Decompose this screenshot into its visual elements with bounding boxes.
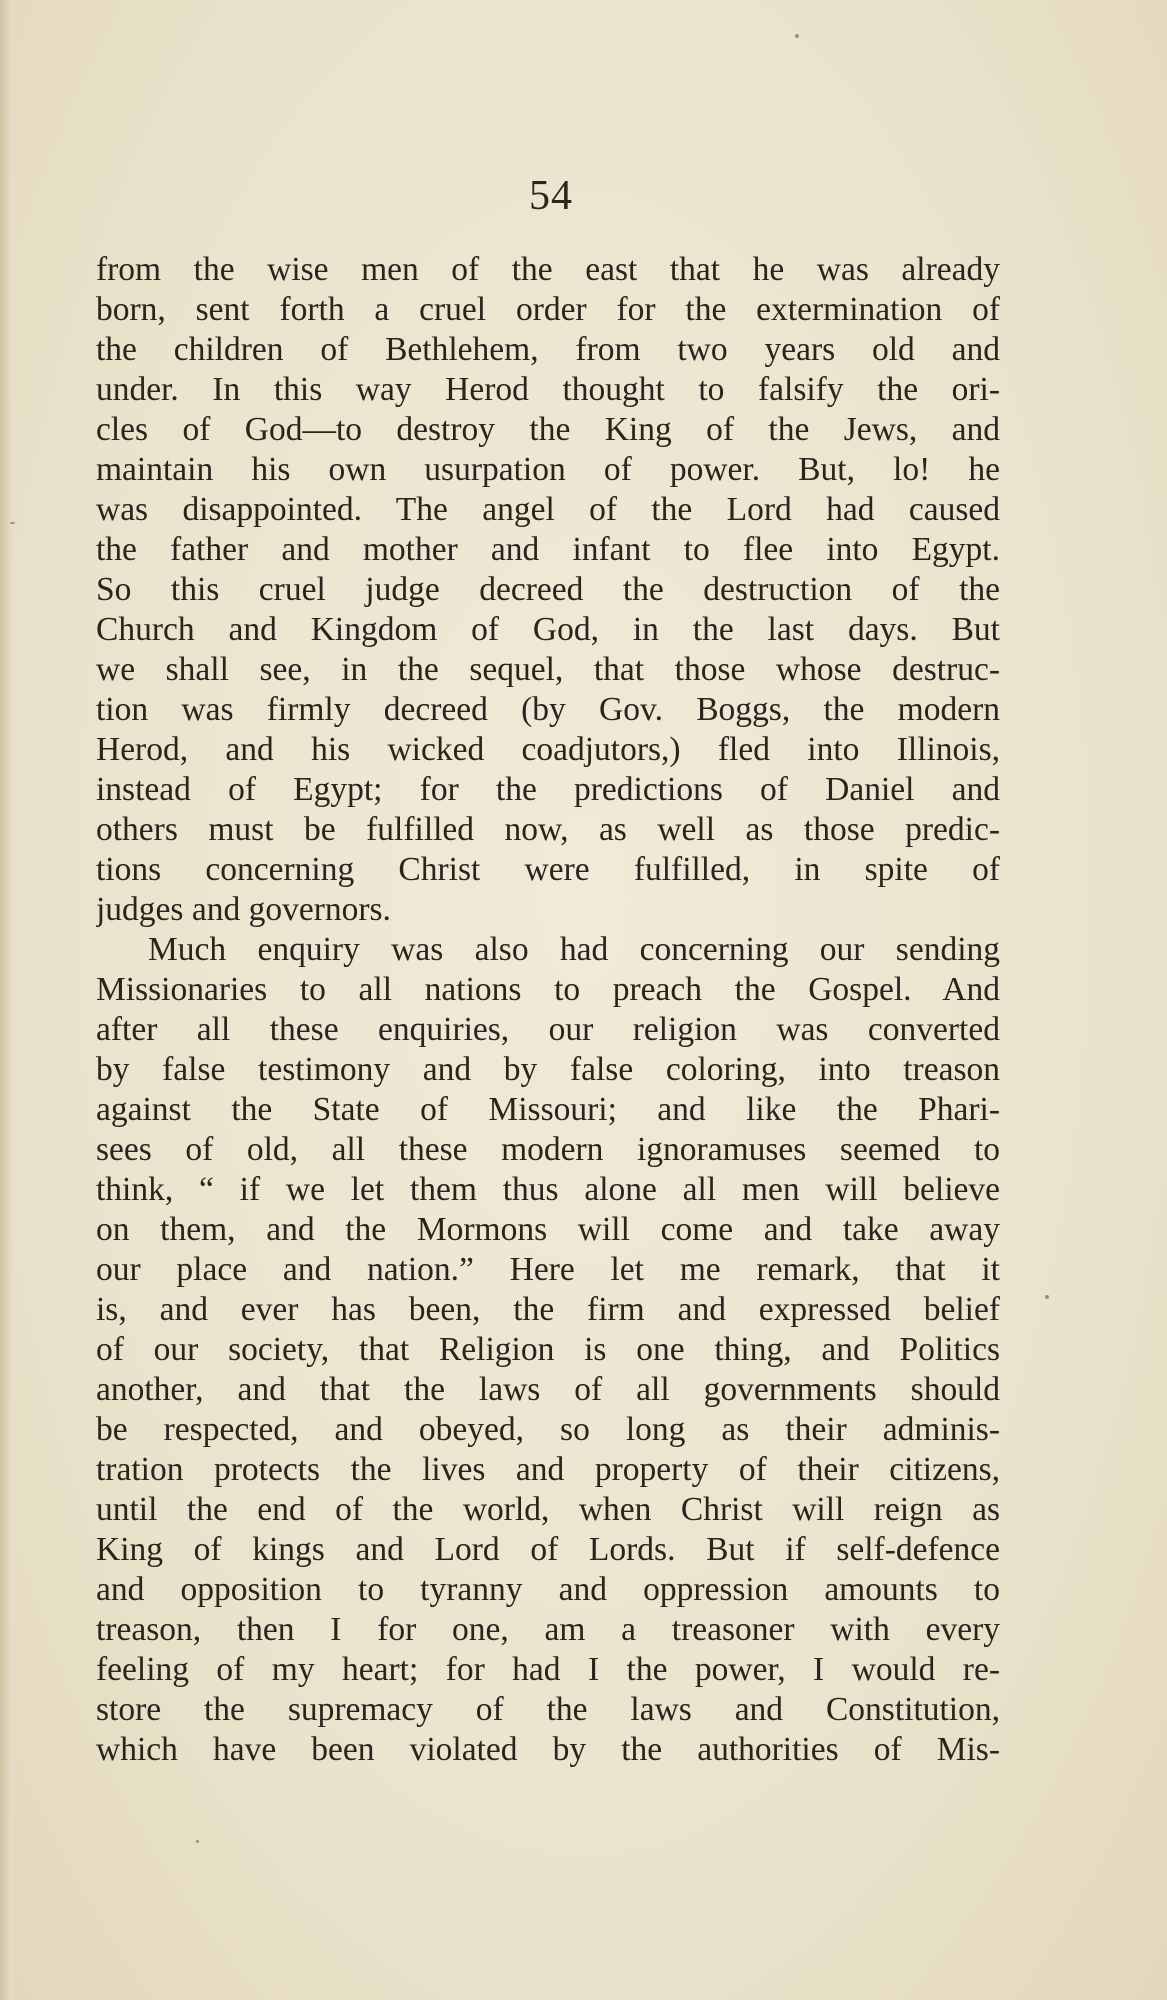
text-line: others must be fulfilled now, as well as those predic- bbox=[96, 811, 1000, 848]
text-line: our place and nation.” Here let me remark, that it bbox=[96, 1251, 1000, 1288]
text-line: sees of old, all these modern ignoramuses seemed to bbox=[96, 1131, 1000, 1168]
text-line: and opposition to tyranny and oppression amounts to bbox=[96, 1571, 1000, 1608]
text-line: on them, and the Mormons will come and take away bbox=[96, 1211, 1000, 1248]
text-line: until the end of the world, when Christ will reign as bbox=[96, 1491, 1000, 1528]
text-line: So this cruel judge decreed the destruction of the bbox=[96, 571, 1000, 608]
text-line: from the wise men of the east that he was already bbox=[96, 251, 1000, 288]
text-line: treason, then I for one, am a treasoner with every bbox=[96, 1611, 1000, 1648]
text-line: which have been violated by the authorities of Mis- bbox=[96, 1731, 1000, 1768]
text-line: be respected, and obeyed, so long as their adminis- bbox=[96, 1411, 1000, 1448]
paper-speck bbox=[10, 522, 15, 524]
text-line: of our society, that Religion is one thing, and Politics bbox=[96, 1331, 1000, 1368]
text-line: tration protects the lives and property of their citizens, bbox=[96, 1451, 1000, 1488]
page-gutter-shadow bbox=[0, 0, 14, 2000]
text-line: Church and Kingdom of God, in the last days. But bbox=[96, 611, 1000, 648]
text-line: instead of Egypt; for the predictions of Daniel and bbox=[96, 771, 1000, 808]
text-line: is, and ever has been, the firm and expressed belief bbox=[96, 1291, 1000, 1328]
page-number: 54 bbox=[529, 173, 573, 219]
text-line: tion was firmly decreed (by Gov. Boggs, the modern bbox=[96, 691, 1000, 728]
text-line: was disappointed. The angel of the Lord had caused bbox=[96, 491, 1000, 528]
text-line: store the supremacy of the laws and Constitution, bbox=[96, 1691, 1000, 1728]
text-line: think, “ if we let them thus alone all men will believe bbox=[96, 1171, 1000, 1208]
text-line: born, sent forth a cruel order for the extermination of bbox=[96, 291, 1000, 328]
text-line: another, and that the laws of all governments should bbox=[96, 1371, 1000, 1408]
text-line: cles of God—to destroy the King of the Jews, and bbox=[96, 411, 1000, 448]
text-line: Much enquiry was also had concerning our sending bbox=[148, 931, 1000, 968]
text-line: we shall see, in the sequel, that those whose destruc- bbox=[96, 651, 1000, 688]
text-line: by false testimony and by false coloring, into treason bbox=[96, 1051, 1000, 1088]
text-line: under. In this way Herod thought to falsify the ori- bbox=[96, 371, 1000, 408]
text-line: Missionaries to all nations to preach the Gospel. And bbox=[96, 971, 1000, 1008]
text-line: the children of Bethlehem, from two years old and bbox=[96, 331, 1000, 368]
body-text bbox=[96, 250, 1000, 1770]
paper-speck bbox=[196, 1840, 199, 1843]
text-line: Herod, and his wicked coadjutors,) fled into Illinois, bbox=[96, 731, 1000, 768]
text-line: after all these enquiries, our religion was converted bbox=[96, 1011, 1000, 1048]
text-line: tions concerning Christ were fulfilled, in spite of bbox=[96, 851, 1000, 888]
text-line: the father and mother and infant to flee into Egypt. bbox=[96, 531, 1000, 568]
text-line: against the State of Missouri; and like the Phari- bbox=[96, 1091, 1000, 1128]
paper-speck bbox=[795, 34, 799, 38]
text-line: King of kings and Lord of Lords. But if self-defence bbox=[96, 1531, 1000, 1568]
paper-speck bbox=[1045, 1295, 1049, 1299]
text-line: maintain his own usurpation of power. But, lo! he bbox=[96, 451, 1000, 488]
text-line: judges and governors. bbox=[96, 891, 391, 928]
text-line: feeling of my heart; for had I the power, I would re- bbox=[96, 1651, 1000, 1688]
